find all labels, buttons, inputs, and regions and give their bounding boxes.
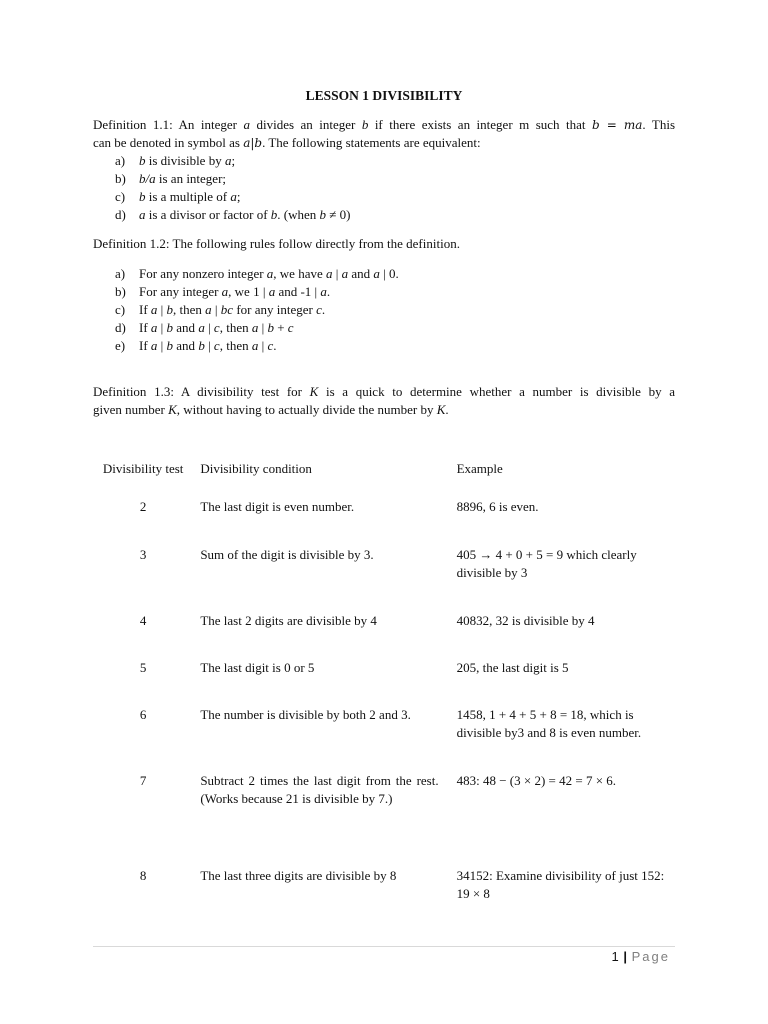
definition-1-2: Definition 1.2: The following rules follow directly from the definition. xyxy=(93,236,460,251)
divisibility-condition: The last three digits are divisible by 8 xyxy=(200,868,397,883)
example: 483: 48 − (3 × 2) = 42 = 7 × 6. xyxy=(456,773,617,788)
definition-1-2-item xyxy=(115,301,675,319)
test-number: 4 xyxy=(139,613,147,628)
page-footer xyxy=(612,948,671,966)
table-row xyxy=(93,659,675,706)
table-row xyxy=(93,867,675,907)
definition-1-2-item xyxy=(115,337,675,355)
list-item-text: For any integer a, we 1 | a and -1 | a. xyxy=(139,284,331,299)
divisibility-condition: Subtract 2 times the last digit from the rest. (Works because 21 is divisible by 7.) xyxy=(200,773,439,806)
list-item-text: If a | b and b | c, then a | c. xyxy=(139,338,277,353)
header-example: Example xyxy=(456,461,503,476)
example: 405 → 4 + 0 + 5 = 9 which clearly divisible by 3 xyxy=(456,547,637,580)
definition-1-2-item xyxy=(115,265,675,283)
list-marker: e) xyxy=(115,338,126,353)
example: 8896, 6 is even. xyxy=(456,499,539,514)
table-row xyxy=(93,612,675,659)
divisibility-condition: The last 2 digits are divisible by 4 xyxy=(200,613,377,628)
definition-1-3 xyxy=(93,383,675,419)
list-marker: c) xyxy=(115,189,126,204)
header-divisibility-condition: Divisibility condition xyxy=(200,461,312,476)
definition-1-1 xyxy=(93,116,675,152)
list-item-text: b/a is an integer; xyxy=(139,171,227,186)
list-item-text: a is a divisor or factor of b. (when b ≠ 0) xyxy=(139,207,351,222)
lesson-title: LESSON 1 DIVISIBILITY xyxy=(305,88,463,103)
list-marker: a) xyxy=(115,153,126,168)
definition-1-1-item xyxy=(115,206,675,224)
definition-1-3-line2: given number K, without having to actually divide the number by K. xyxy=(93,402,449,417)
list-item-text: If a | b, then a | bc for any integer c. xyxy=(139,302,326,317)
example: 34152: Examine divisibility of just 152: 19 × 8 xyxy=(456,868,665,901)
example: 40832, 32 is divisible by 4 xyxy=(456,613,595,628)
example: 1458, 1 + 4 + 5 + 8 = 18, which is divisible by3 and 8 is even number. xyxy=(456,707,642,740)
divisibility-condition: The number is divisible by both 2 and 3. xyxy=(200,707,411,722)
table-row xyxy=(93,546,675,612)
list-marker: b) xyxy=(115,171,126,186)
test-number: 2 xyxy=(139,499,147,514)
table-header-row xyxy=(93,460,675,498)
math-b-equals-ma: b = ma xyxy=(592,118,643,132)
list-item-text: b is divisible by a; xyxy=(139,153,236,168)
list-item-text: b is a multiple of a; xyxy=(139,189,241,204)
footer-divider xyxy=(93,946,675,947)
test-number: 8 xyxy=(139,868,147,883)
math-a-divides-b: a|b xyxy=(243,136,263,150)
list-marker: b) xyxy=(115,284,126,299)
list-item-text: If a | b and a | c, then a | b + c xyxy=(139,320,294,335)
divisibility-condition: The last digit is 0 or 5 xyxy=(200,660,315,675)
definition-1-1-item xyxy=(115,188,675,206)
divisibility-condition: Sum of the digit is divisible by 3. xyxy=(200,547,374,562)
definition-1-1-line1: Definition 1.1: An integer a divides an integer b if there exists an integer m such that b = ma. This xyxy=(93,117,675,132)
list-item-text: For any nonzero integer a, we have a | a and a | 0. xyxy=(139,266,399,281)
test-number: 7 xyxy=(139,773,147,788)
test-number: 6 xyxy=(139,707,147,722)
table-row xyxy=(93,706,675,772)
divisibility-table xyxy=(93,460,675,907)
example: 205, the last digit is 5 xyxy=(456,660,569,675)
definition-1-2-item xyxy=(115,319,675,337)
list-marker: c) xyxy=(115,302,126,317)
list-marker: d) xyxy=(115,207,126,222)
table-row xyxy=(93,498,675,546)
definition-1-1-list xyxy=(115,152,675,224)
page-number: 1 xyxy=(611,949,620,964)
list-marker: a) xyxy=(115,266,126,281)
definition-1-3-line1: Definition 1.3: A divisibility test for K is a quick to determine whether a number is divisible by a xyxy=(93,384,675,399)
definition-1-2-list xyxy=(115,265,675,355)
test-number: 5 xyxy=(139,660,147,675)
definition-1-1-item xyxy=(115,152,675,170)
list-marker: d) xyxy=(115,320,126,335)
definition-1-2-item xyxy=(115,283,675,301)
divisibility-condition: The last digit is even number. xyxy=(200,499,355,514)
table-row xyxy=(93,772,675,867)
page-label: Page xyxy=(631,949,670,964)
page-separator: | xyxy=(623,949,628,964)
definition-1-1-line2: can be denoted in symbol as a|b. The following statements are equivalent: xyxy=(93,135,481,150)
definition-1-1-item xyxy=(115,170,675,188)
header-divisibility-test: Divisibility test xyxy=(102,461,184,476)
test-number: 3 xyxy=(139,547,147,562)
